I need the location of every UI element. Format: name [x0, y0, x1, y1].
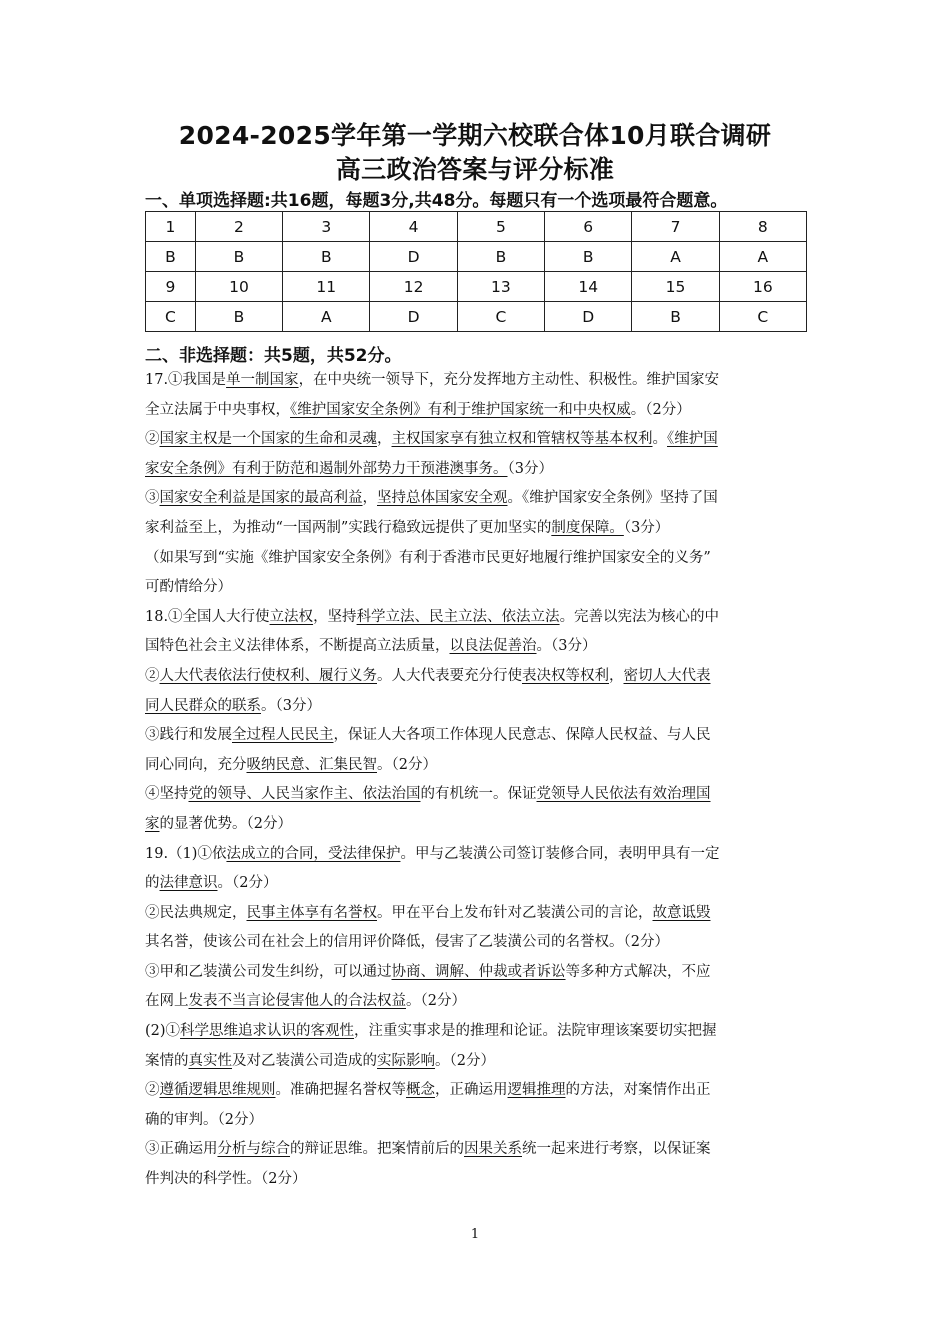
- answer-line: [145, 721, 810, 751]
- answer-line: [145, 1047, 810, 1077]
- answer-line: [145, 425, 810, 455]
- answer-text: ②: [145, 667, 160, 684]
- question-number-cell: 14: [545, 272, 632, 302]
- answer-text: ，正确运用: [435, 1082, 508, 1099]
- answer-cell: A: [719, 242, 806, 272]
- key-point-text: 遵循逻辑思维规则: [159, 1082, 276, 1099]
- answer-cell: A: [283, 302, 370, 332]
- document-subtitle: 高三政治答案与评分标准: [335, 155, 615, 184]
- table-row: [146, 272, 807, 302]
- answer-text: （如果写到“实施《维护国家安全条例》有利于香港市民更好地履行维护国家安全的义务”: [145, 549, 711, 566]
- key-point-text: 法成立的合同，受法律保护: [226, 845, 401, 862]
- answer-key-table: [145, 211, 807, 332]
- answer-text: 。: [652, 431, 667, 448]
- answer-text: ③: [145, 490, 160, 507]
- answer-line: [145, 662, 810, 692]
- answer-cell: D: [370, 302, 457, 332]
- table-row: [146, 242, 807, 272]
- key-point-text: 《维护国家安全条例》有利于维护国家统一和中央权威: [290, 401, 631, 418]
- answer-text: ②: [145, 431, 160, 448]
- answers-body: [145, 366, 810, 1195]
- answer-text: (2)①: [145, 1023, 181, 1040]
- answer-line: [145, 544, 810, 574]
- answer-text: 。（3分）: [536, 638, 597, 655]
- question-number-cell: 6: [545, 212, 632, 242]
- answer-text: 确的审判。（2分）: [145, 1111, 263, 1128]
- answer-cell: B: [632, 302, 719, 332]
- answer-line: [145, 1106, 810, 1136]
- key-point-text: 因果关系: [464, 1141, 522, 1158]
- answer-text: ②民法典规定，: [145, 904, 247, 921]
- key-point-text: 单一制国家: [226, 372, 299, 388]
- answer-text: 可酌情给分）: [145, 579, 232, 596]
- answer-text: 。（3分）: [261, 697, 321, 714]
- answer-cell: B: [545, 242, 632, 272]
- page-number: 1: [470, 1227, 480, 1242]
- key-point-text: 协商、调解、仲裁或者诉讼: [391, 963, 566, 980]
- answer-text: 等多种方式解决，不应: [565, 963, 711, 980]
- answer-line: [145, 928, 810, 958]
- key-point-text: 逻辑推理: [507, 1082, 566, 1099]
- answer-text: ，: [362, 490, 377, 507]
- key-point-text: 人大代表依法行使权利、履行义务: [159, 667, 377, 684]
- question-number-cell: 3: [283, 212, 370, 242]
- key-point-text: 《维护国: [667, 431, 718, 448]
- key-point-text: 分析与综合: [217, 1141, 290, 1158]
- answer-text: 。（2分）: [435, 1052, 495, 1069]
- answer-line: [145, 869, 810, 899]
- key-point-text: 真实性: [188, 1052, 232, 1069]
- document-title: 2024-2025学年第一学期六校联合体10月联合调研: [178, 121, 772, 150]
- answer-text: 。《维护国家安全条例》坚持了国: [507, 490, 718, 507]
- key-point-text: 实际影响: [377, 1052, 435, 1069]
- answer-cell: B: [146, 242, 196, 272]
- answer-text: 在网上: [145, 993, 189, 1010]
- question-number-cell: 9: [146, 272, 196, 302]
- question-number-cell: 2: [195, 212, 282, 242]
- answer-text: 。（2分）: [630, 401, 691, 418]
- answer-cell: C: [146, 302, 196, 332]
- answer-text: 。（2分）: [406, 993, 466, 1010]
- answer-cell: D: [545, 302, 632, 332]
- answer-cell: B: [283, 242, 370, 272]
- answer-text: 的辩证思维。把案情前后的: [290, 1141, 464, 1158]
- answer-text: 国特色社会主义法律体系，不断提高立法质量，: [145, 638, 450, 655]
- answer-line: [145, 1165, 810, 1195]
- answer-cell: B: [457, 242, 544, 272]
- question-number-cell: 7: [632, 212, 719, 242]
- answer-text: ，: [377, 431, 392, 448]
- table-row: [146, 212, 807, 242]
- answer-line: [145, 751, 810, 781]
- answer-text: 全立法属于中央事权，: [145, 401, 290, 418]
- answer-cell: C: [457, 302, 544, 332]
- answer-line: [145, 366, 810, 396]
- answer-line: [145, 603, 810, 633]
- answer-text: 同心同向，充分: [145, 756, 247, 773]
- key-point-text: 同人民群众的联系: [145, 697, 261, 714]
- answer-line: [145, 780, 810, 810]
- answer-text: 。人大代表要充分行使: [377, 667, 522, 684]
- key-point-text: 法律意识: [159, 875, 218, 892]
- answer-line: [145, 1017, 810, 1047]
- answer-line: [145, 1135, 810, 1165]
- answer-cell: B: [195, 302, 282, 332]
- answer-line: [145, 632, 810, 662]
- answer-text: 及对乙装潢公司造成的: [232, 1052, 377, 1069]
- answer-text: 的显著优势。（2分）: [159, 815, 292, 832]
- key-point-text: 国家安全利益是国家的最高利益: [159, 490, 363, 507]
- key-point-text: 科学立法、民主立法、依法立法: [356, 608, 560, 625]
- answer-text: 19.（1)①依: [145, 845, 227, 862]
- answer-text: 案情的: [145, 1052, 189, 1069]
- answer-text: ③践行和发展: [145, 727, 232, 744]
- key-point-text: 密切人大代表: [623, 667, 711, 684]
- answer-line: [145, 573, 810, 603]
- question-number-cell: 11: [283, 272, 370, 302]
- question-number-cell: 8: [719, 212, 806, 242]
- question-number-cell: 16: [719, 272, 806, 302]
- key-point-text: 发表不当言论侵害他人的合法权益: [188, 993, 406, 1010]
- answer-text: 件判决的科学性。（2分）: [145, 1171, 307, 1188]
- key-point-text: 国家主权是一个国家的生命和灵魂: [159, 431, 377, 448]
- key-point-text: 主权国家享有独立权和管辖权等基本权利: [391, 431, 653, 448]
- answer-line: [145, 987, 810, 1017]
- question-number-cell: 5: [457, 212, 544, 242]
- answer-text: 。（2分）: [217, 875, 278, 892]
- answer-text: ，坚持: [313, 608, 357, 625]
- question-number-cell: 4: [370, 212, 457, 242]
- key-point-text: 概念: [406, 1082, 435, 1099]
- answer-cell: C: [719, 302, 806, 332]
- question-number-cell: 15: [632, 272, 719, 302]
- answer-line: [145, 484, 810, 514]
- key-point-text: 制度保障。: [551, 519, 624, 536]
- key-point-text: 科学思维追求认识的客观性: [180, 1023, 355, 1040]
- key-point-text: 故意诋毁: [652, 904, 711, 921]
- answer-text: 其名誉，使该公司在社会上的信用评价降低，侵害了乙装潢公司的名誉权。（2分）: [145, 934, 669, 951]
- answer-text: ，在中央统一领导下，充分发挥地方主动性、积极性。维护国家安: [298, 372, 720, 388]
- section1-heading: 一、单项选择题:共16题，每题3分,共48分。每题只有一个选项最符合题意。: [145, 191, 728, 211]
- key-point-text: 全过程人民民主: [232, 727, 334, 744]
- answer-line: [145, 958, 810, 988]
- section2-heading: 二、非选择题：共5题，共52分。: [145, 346, 402, 366]
- question-number-cell: 12: [370, 272, 457, 302]
- key-point-text: 以良法促善治: [449, 638, 537, 655]
- answer-line: [145, 899, 810, 929]
- answer-text: 的方法，对案情作出正: [565, 1082, 711, 1099]
- answer-line: [145, 810, 810, 840]
- answer-cell: B: [195, 242, 282, 272]
- answer-line: [145, 514, 810, 544]
- answer-line: [145, 692, 810, 722]
- answer-text: （3分）: [507, 460, 553, 477]
- answer-text: 18.①全国人大行使: [145, 608, 270, 625]
- answer-line: [145, 1076, 810, 1106]
- answer-cell: A: [632, 242, 719, 272]
- answer-text: （3分）: [623, 519, 670, 536]
- question-number-cell: 1: [146, 212, 196, 242]
- answer-cell: D: [370, 242, 457, 272]
- answer-line: [145, 840, 810, 870]
- key-point-text: 家安全条例》有利于防范和遏制外部势力干预港澳事务。: [145, 460, 508, 477]
- answer-text: 。甲在平台上发布针对乙装潢公司的言论，: [377, 904, 653, 921]
- key-point-text: 党的领导、人民当家作主、依法治国: [188, 786, 421, 803]
- answer-line: [145, 455, 810, 485]
- answer-text: 的有机统一。保证: [420, 786, 537, 803]
- key-point-text: 家: [145, 815, 160, 832]
- key-point-text: 立法权: [269, 608, 314, 625]
- answer-text: ④坚持: [145, 786, 189, 803]
- answer-text: 的: [145, 875, 160, 892]
- answer-text: ，: [609, 667, 624, 684]
- answer-text: 。准确把握名誉权等: [275, 1082, 406, 1099]
- answer-text: 统一起来进行考察，以保证案: [522, 1141, 711, 1158]
- answer-text: 17.①我国是: [145, 372, 227, 388]
- answer-text: ③正确运用: [145, 1141, 218, 1158]
- key-point-text: 党领导人民依法有效治理国: [536, 786, 711, 803]
- answer-text: ③甲和乙装潢公司发生纠纷，可以通过: [145, 963, 392, 980]
- answer-text: 。甲与乙装潢公司签订装修合同，表明甲具有一定: [400, 845, 720, 862]
- table-row: [146, 302, 807, 332]
- answer-text: 家利益至上，为推动“一国两制”实践行稳致远提供了更加坚实的: [145, 519, 552, 536]
- answer-line: [145, 396, 810, 426]
- answer-text: 。（2分）: [377, 756, 437, 773]
- key-point-text: 表决权等权利: [522, 667, 609, 684]
- answer-text: 。完善以宪法为核心的中: [559, 608, 720, 625]
- question-number-cell: 10: [195, 272, 282, 302]
- answer-text: ②: [145, 1082, 160, 1099]
- key-point-text: 民事主体享有名誉权: [246, 904, 377, 921]
- answer-text: ，保证人大各项工作体现人民意志、保障人民权益、与人民: [333, 727, 711, 744]
- answer-text: ，注重实事求是的推理和论证。法院审理该案要切实把握: [354, 1023, 717, 1040]
- key-point-text: 坚持总体国家安全观: [377, 490, 508, 507]
- key-point-text: 吸纳民意、汇集民智: [246, 756, 377, 773]
- question-number-cell: 13: [457, 272, 544, 302]
